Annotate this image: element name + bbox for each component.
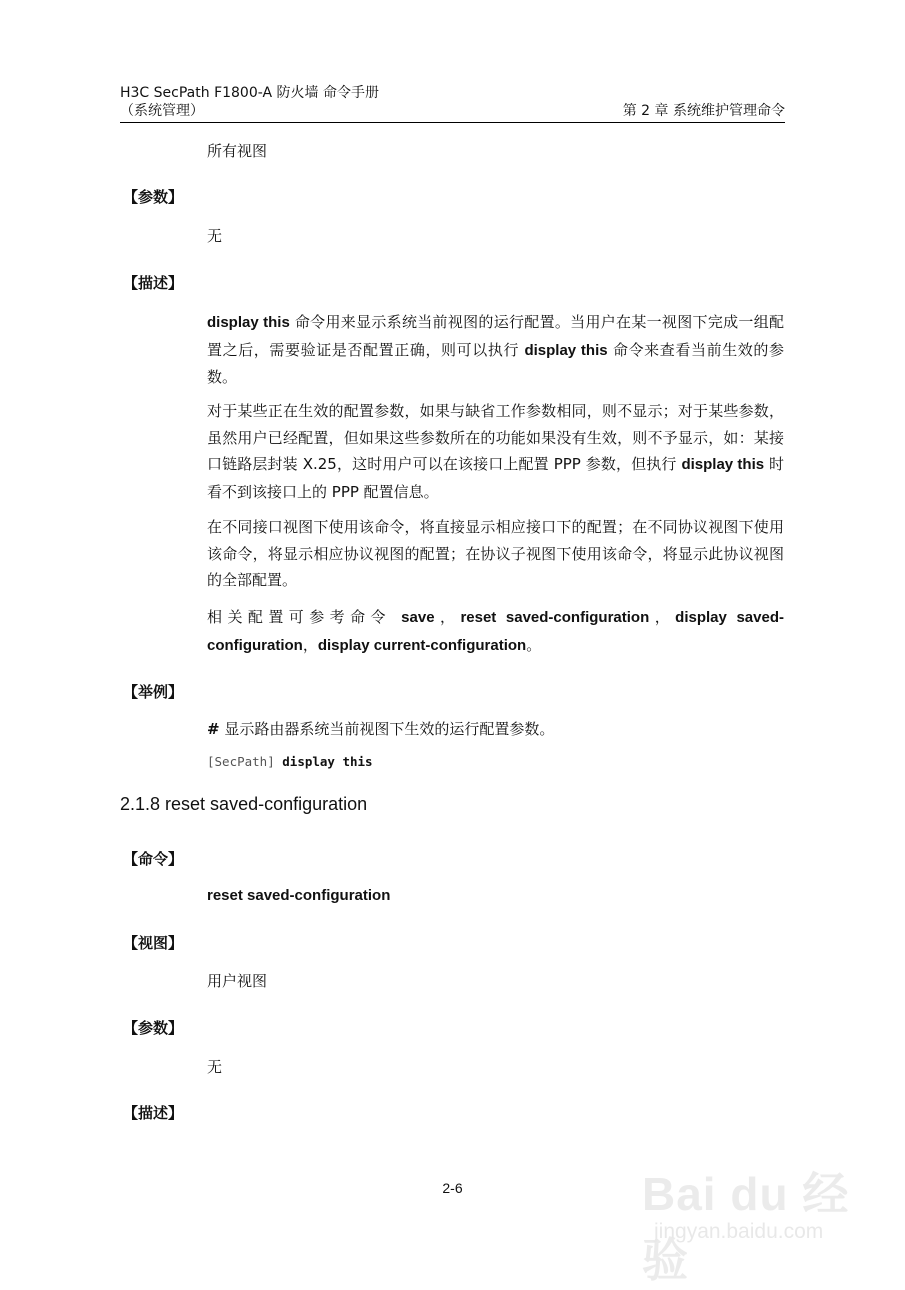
example-description: # 显示路由器系统当前视图下生效的运行配置参数。	[207, 720, 555, 738]
desc-label-2: 【描述】	[123, 1104, 184, 1122]
code-example	[207, 754, 373, 769]
cmd-display-this: display this	[681, 456, 765, 473]
doc-subtitle: （系统管理）	[120, 103, 204, 119]
cmd-display-current-configuration: display current-configuration	[317, 636, 527, 654]
command-value: reset saved-configuration	[207, 887, 391, 904]
code-command: display this	[282, 754, 373, 769]
section-heading: 2.1.8 reset saved-configuration	[120, 794, 368, 814]
page-header	[120, 84, 785, 120]
params-label-2: 【参数】	[123, 1019, 184, 1037]
code-prompt: [SecPath]	[207, 754, 283, 769]
desc-paragraph-1: display this 命令用来显示系统当前视图的运行配置。当用户在某一视图下完成一组配置之后，需要验证是否配置正确，则可以执行 display this 命令来查看当前生效的参数。	[207, 313, 784, 386]
watermark-brand: Bai du 经验	[642, 1168, 850, 1286]
cmd-display-saved-configuration: display saved-configuration	[207, 609, 784, 654]
view-value-2: 用户视图	[207, 972, 268, 990]
watermark-site: jingyan.baidu.com	[654, 1220, 824, 1243]
view-value: 所有视图	[207, 142, 268, 160]
desc-paragraph-4: 相关配置可参考命令 save，reset saved-configuration，display saved-configuration，display current-configuration。	[207, 608, 784, 654]
desc-paragraph-3: 在不同接口视图下使用该命令，将直接显示相应接口下的配置；在不同协议视图下使用该命令，将显示相应协议视图的配置；在协议子视图下使用该命令，将显示此协议视图的全部配置。	[207, 518, 784, 589]
page-number: 2-6	[442, 1180, 463, 1196]
doc-title: H3C SecPath F1800-A 防火墙 命令手册	[120, 85, 379, 101]
command-label: 【命令】	[123, 850, 184, 868]
cmd-display-this: display this	[524, 341, 608, 359]
desc-paragraph-2: 对于某些正在生效的配置参数，如果与缺省工作参数相同，则不显示；对于某些参数，虽然用户已经配置，但如果这些参数所在的功能如果没有生效，则不予显示，如：某接口链路层封装 X.25，这时用户可以在该接口上配置 PPP 参数，但执行 display this 时看不到该接口上的 PPP 配置信息。	[207, 402, 784, 501]
params-label: 【参数】	[123, 188, 184, 206]
example-label: 【举例】	[123, 683, 184, 701]
header-divider	[120, 122, 785, 123]
params-value: 无	[207, 227, 223, 245]
params-value-2: 无	[207, 1058, 223, 1076]
cmd-display-this: display this	[207, 314, 290, 331]
cmd-save: save	[401, 609, 435, 626]
desc-label: 【描述】	[123, 274, 184, 292]
chapter-title: 第 2 章 系统维护管理命令	[622, 103, 785, 119]
baidu-watermark	[642, 1140, 867, 1286]
view-label: 【视图】	[123, 934, 184, 952]
cmd-reset-saved-configuration: reset saved-configuration	[460, 609, 650, 626]
example-hash: #	[207, 720, 220, 738]
